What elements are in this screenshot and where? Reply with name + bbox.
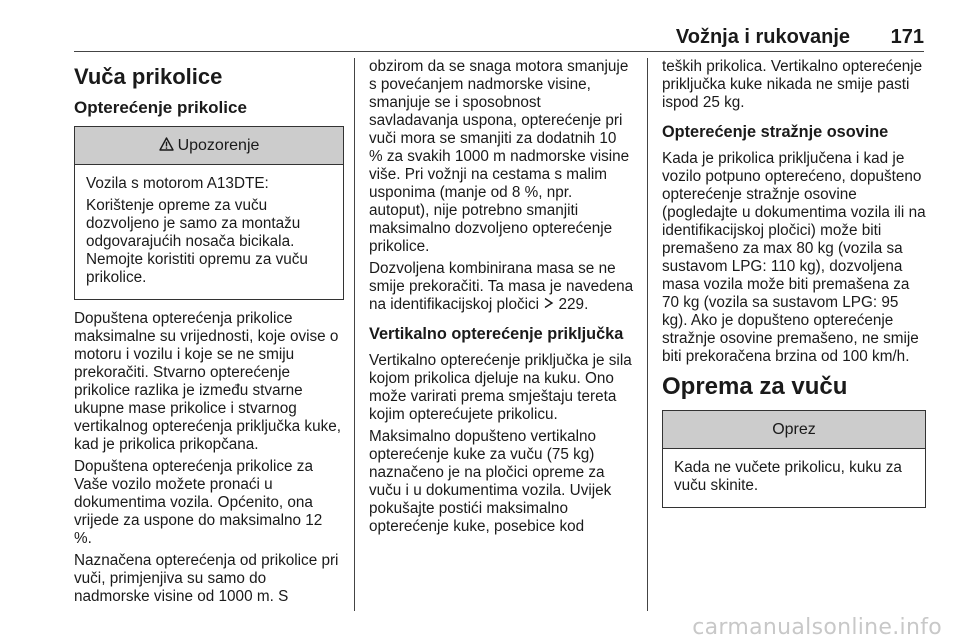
caution-header	[663, 411, 925, 449]
caution-text: Kada ne vučete prikolicu, kuku za vuču skinite.	[674, 459, 902, 494]
paragraph-text: Dozvoljena kombinirana masa se ne smije prekoračiti. Ta masa je navedena na identifikacijskoj pločici	[369, 260, 634, 313]
caution-title: Oprez	[772, 420, 816, 438]
warning-triangle-icon	[159, 136, 174, 156]
column-divider	[647, 58, 648, 611]
warning-body	[75, 165, 343, 299]
section-title: Oprema za vuču	[662, 373, 848, 400]
warning-text: Korištenje opreme za vuču dozvoljeno je samo za montažu odgovarajućih nosača bicikala. Nemojte koristiti opremu za vuču prikolice.	[86, 197, 308, 286]
body-paragraph: obzirom da se snaga motora smanjuje s povećanjem nadmorske visine, smanjuje se i sposobnost savladavanja uspona, opterećenje pri vuči mora se smanjiti za dodatnih 10 % za svakih 1000 m nadmorske visine više. Pri vožnji na cestama s malim usponima (manje od 8 %, npr. autoput), nije potrebno smanjiti maksimalno dozvoljeno opterećenje prikolice.	[369, 58, 630, 255]
caution-body	[663, 449, 925, 507]
column-divider	[354, 58, 355, 611]
section-subtitle: Opterećenje prikolice	[74, 98, 247, 117]
section-heading: Opterećenje stražnje osovine	[662, 123, 889, 141]
body-paragraph: Vertikalno opterećenje priključka je sila kojom prikolica djeluje na kuku. Ono može varirati prema smještaju tereta kojim opterećujete prikolicu.	[369, 352, 632, 423]
body-paragraph: teških prikolica. Vertikalno opterećenje priključka kuke nikada ne smije pasti ispod 25 kg.	[662, 58, 923, 111]
column-left	[74, 58, 344, 612]
body-paragraph: Dopuštena opterećenja prikolice maksimalne su vrijednosti, koje ovise o motoru i vozilu i koje se ne smiju prekoračiti. Stvarno opterećenje prikolice razlika je između stvarne ukupne mase prikolice i stvarnog vertikalnog opterećenja priključka kuke, kad je prikolica prikopčana.	[74, 310, 341, 453]
section-heading: Vertikalno opterećenje priključka	[369, 325, 624, 343]
column-right	[662, 58, 926, 612]
warning-box	[74, 126, 344, 300]
page-reference-icon	[543, 296, 558, 313]
page-reference-link[interactable]: 229.	[558, 296, 589, 313]
section-title: Vuča prikolice	[74, 64, 223, 89]
watermark: carmanualsonline.info	[692, 615, 942, 640]
chapter-title: Vožnja i rukovanje	[675, 26, 850, 48]
body-paragraph: Naznačena opterećenja od prikolice pri vuči, primjenjiva su samo do nadmorske visine od 1000 m. S	[74, 552, 339, 605]
warning-text: Vozila s motorom A13DTE:	[86, 175, 269, 192]
body-paragraph: Dopuštena opterećenja prikolice za Vaše vozilo možete pronaći u dokumentima vozila. Općenito, ona vrijede za uspone do maksimalno 12 %.	[74, 458, 323, 547]
body-paragraph: Maksimalno dopušteno vertikalno opterećenje kuke za vuču (75 kg) naznačeno je na pločici opreme za vuču i u dokumentima vozila. Uvijek pokušajte postići maksimalno opterećenje kuke, posebice kod	[369, 428, 612, 535]
caution-box	[662, 410, 926, 508]
page-header	[74, 0, 924, 52]
warning-title: Upozorenje	[177, 136, 260, 154]
body-paragraph: Kada je prikolica priključena i kad je vozilo potpuno opterećeno, dopušteno opterećenje stražnje osovine (pogledajte u dokumentima vozila ili na identifikacijskoj pločici) može biti premašeno za max 80 kg (vozila sa sustavom LPG: 110 kg), dozvoljena masa vozila može biti premašena za 70 kg (vozila sa sustavom LPG: 95 kg). Ako je dopušteno opterećenje stražnje osovine premašeno, ne smije biti prekoračena brzina od 100 km/h.	[662, 150, 926, 365]
column-middle	[369, 58, 634, 612]
warning-header	[75, 127, 343, 165]
body-paragraph	[369, 260, 634, 314]
page-number: 171	[890, 26, 924, 48]
